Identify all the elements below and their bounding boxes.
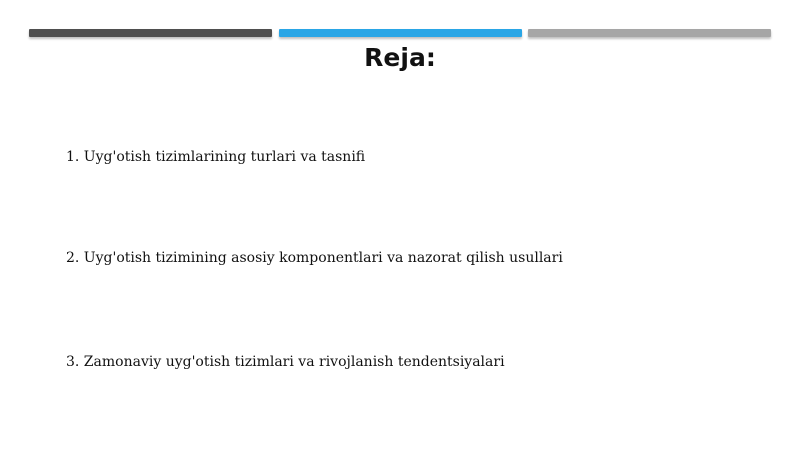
slide-title: Reja: (364, 43, 436, 72)
header-bar-dark-gray (29, 29, 272, 37)
header-bar-blue (279, 29, 522, 37)
plan-item-3: 3. Zamonaviy uyg'otish tizimlari va rivojlanish tendentsiyalari (66, 354, 505, 370)
header-bar-light-gray (528, 29, 771, 37)
plan-item-2: 2. Uyg'otish tizimining asosiy komponentlari va nazorat qilish usullari (66, 250, 563, 266)
plan-item-1: 1. Uyg'otish tizimlarining turlari va tasnifi (66, 149, 366, 165)
